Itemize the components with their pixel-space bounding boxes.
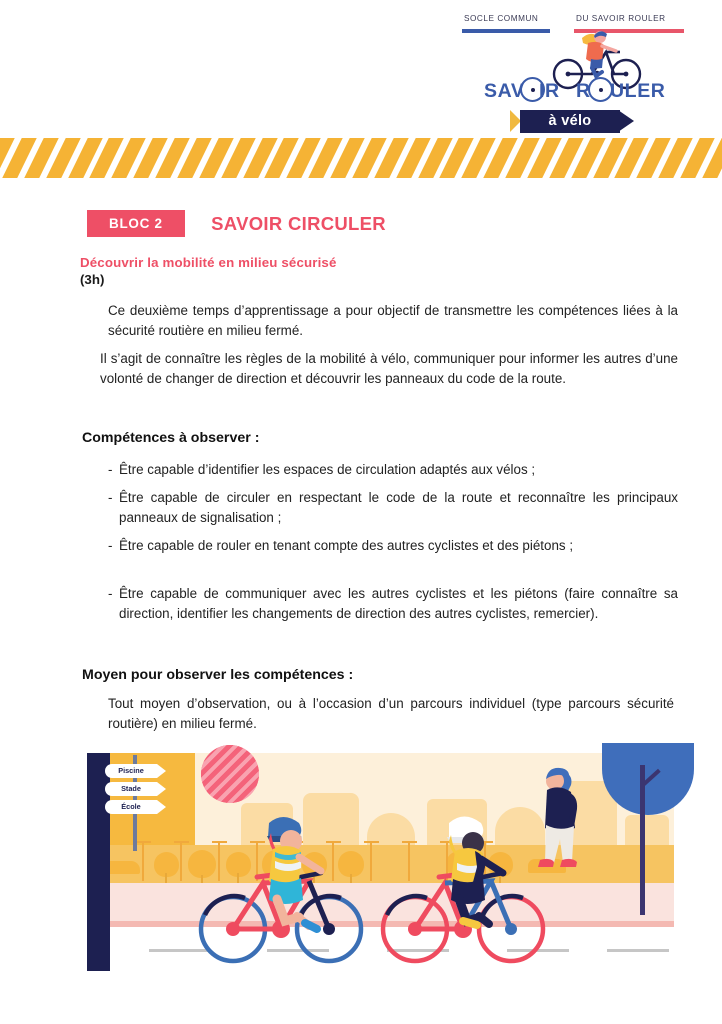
list-item-text: Être capable de communiquer avec les autres cyclistes et les piétons (faire connaître sa direction, identifier les changements de direction des autres cyclistes, remercier). (119, 586, 678, 621)
wordmark-sav: SAV (484, 80, 525, 102)
wordmark-ir: IR (539, 80, 560, 102)
savoir-rouler-logo (458, 14, 690, 129)
logo-rule-blue (462, 29, 550, 33)
moyen-heading: Moyen pour observer les compétences : (82, 667, 354, 683)
cyclist-figure-1 (197, 811, 365, 971)
ribbon-right-arrow (618, 110, 634, 132)
bloc-badge: BLOC 2 (87, 210, 185, 237)
list-item (108, 460, 670, 480)
moyen-text: Tout moyen d’observation, ou à l’occasion d’un parcours individuel (type parcours sécurité routière) en milieu fermé. (108, 696, 674, 731)
logo-kicker-right: DU SAVOIR ROULER (576, 14, 666, 23)
bullet-dash: - (108, 490, 113, 505)
hazard-stripe-banner (0, 138, 722, 178)
sign-label: École (121, 802, 141, 811)
wordmark-r: R (576, 80, 591, 102)
list-item-text: Être capable de circuler en respectant le code de la route et reconnaître les principaux panneaux de signalisation ; (119, 490, 678, 525)
direction-sign-ecole (105, 800, 167, 814)
road-dash (607, 949, 669, 952)
bullet-dash: - (108, 586, 113, 601)
bullet-dash: - (108, 538, 113, 553)
direction-sign-stade (105, 782, 167, 796)
blue-tree-trunk (640, 765, 645, 915)
logo-ribbon (510, 110, 634, 133)
section-duration: (3h) (80, 272, 105, 287)
competences-heading: Compétences à observer : (82, 430, 260, 446)
page-title: SAVOIR CIRCULER (211, 212, 386, 234)
sign-label: Stade (121, 784, 141, 793)
ribbon-label: à vélo (548, 113, 592, 129)
intro-paragraph-2: Il s’agit de connaître les règles de la mobilité à vélo, communiquer pour informer les autres d’une volonté de changer de direction et découvrir les panneaux du code de la route. (100, 351, 678, 386)
list-item-text: Être capable de rouler en tenant compte des autres cyclistes et des piétons ; (119, 538, 574, 553)
bullet-dash: - (108, 462, 113, 477)
logo-wordmark (484, 80, 676, 104)
cyclist-figure-2 (379, 811, 547, 971)
intro-paragraph-1: Ce deuxième temps d’apprentissage a pour objectif de transmettre les compétences liées à la sécurité routière en milieu fermé. (108, 303, 678, 338)
logo-kicker-left: SOCLE COMMUN (464, 14, 539, 23)
sun-decoration (201, 745, 259, 803)
logo-artwork (466, 36, 686, 129)
sign-label: Piscine (118, 766, 144, 775)
section-subtitle: Découvrir la mobilité en milieu sécurisé (80, 255, 337, 270)
street-scene-illustration (87, 753, 674, 971)
list-item (108, 584, 678, 623)
list-item-text: Être capable d’identifier les espaces de circulation adaptés aux vélos ; (119, 462, 536, 477)
bloc-header-row (87, 210, 386, 238)
list-item (108, 536, 678, 556)
list-item (108, 488, 678, 527)
wordmark-uler: ULER (610, 80, 666, 102)
direction-sign-piscine (105, 764, 167, 778)
